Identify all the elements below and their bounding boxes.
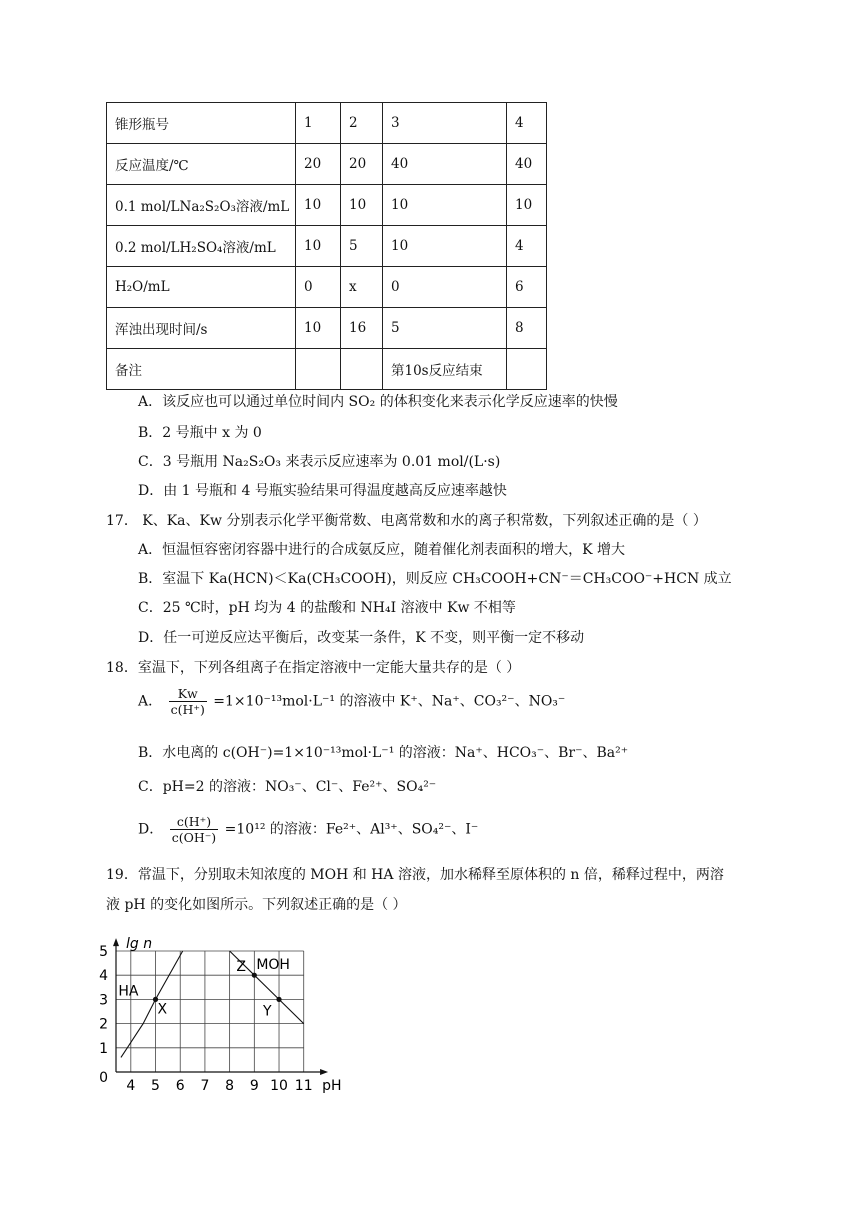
y-tick-label: 0 [99,1070,108,1086]
option-text: =10¹² 的溶液：Fe²⁺、Al³⁺、SO₄²⁻、I⁻ [224,821,479,838]
q18-option-c: C．pH=2 的溶液：NO₃⁻、Cl⁻、Fe²⁺、SO₄²⁻ [138,779,437,795]
table-cell: 20 [341,144,383,185]
table-cell: 4 [507,103,547,144]
table-row [107,185,547,226]
table-cell: 10 [341,185,383,226]
q17-option-c: C．25 ℃时，pH 均为 4 的盐酸和 NH₄I 溶液中 Kw 不相等 [138,600,516,616]
table-cell [341,349,383,390]
table-cell [296,349,341,390]
data-point [252,973,257,978]
table-row [107,103,547,144]
table-cell: 锥形瓶号 [107,103,296,144]
ph-dilution-chart [96,922,366,1098]
x-tick-label: 8 [225,1078,235,1094]
table-cell: 6 [507,267,547,308]
fraction-denominator: c(OH⁻) [171,830,217,845]
table-cell: 10 [507,185,547,226]
table-cell: 反应温度/℃ [107,144,296,185]
q19-stem-line1: 19．常温下，分别取未知浓度的 MOH 和 HA 溶液，加水稀释至原体积的 n 倍，稀释过程中，两溶 [106,867,724,883]
x-tick-label: 11 [294,1078,313,1094]
table-row [107,349,547,390]
table-cell: 0 [383,267,507,308]
q18-option-a [138,686,565,717]
table-cell: 0.1 mol/LNa₂S₂O₃溶液/mL [107,185,296,226]
q19-stem-line2: 液 pH 的变化如图所示。下列叙述正确的是（ ） [106,897,407,913]
x-axis-arrow [320,1069,328,1075]
q16-option-c: C．3 号瓶用 Na₂S₂O₃ 来表示反应速率为 0.01 mol/(L·s) [138,454,501,470]
table-cell: 40 [507,144,547,185]
x-tick-label: 4 [126,1078,136,1094]
table-cell: 16 [341,308,383,349]
option-label: D． [138,821,164,838]
x-tick-label: 5 [151,1078,160,1094]
q17-stem: 17． K、Ka、Kw 分别表示化学平衡常数、电离常数和水的离子积常数，下列叙述正确的是（ ） [106,513,707,529]
fraction-numerator: c(H⁺) [170,814,219,830]
table-cell: 5 [341,226,383,267]
x-tick-label: 6 [175,1078,185,1094]
table-cell: 10 [383,226,507,267]
q18-option-d [138,814,478,845]
table-cell: x [341,267,383,308]
fraction-numerator: Kw [169,686,207,702]
y-axis-label: lg n [126,936,153,953]
table-cell: 4 [507,226,547,267]
table-cell: 20 [296,144,341,185]
y-tick-label: 3 [99,992,108,1009]
table-row [107,308,547,349]
q16-option-a: A．该反应也可以通过单位时间内 SO₂ 的体积变化来表示化学反应速率的快慢 [138,394,618,410]
x-tick-label: 9 [249,1078,259,1094]
point-label: Z [236,959,246,976]
table-cell: 备注 [107,349,296,390]
q17-option-d: D．任一可逆反应达平衡后，改变某一条件，K 不变，则平衡一定不移动 [138,630,585,646]
option-text: =1×10⁻¹³mol·L⁻¹ 的溶液中 K⁺、Na⁺、CO₃²⁻、NO₃⁻ [213,693,566,710]
q17-option-b: B．室温下 Ka(HCN)＜Ka(CH₃COOH)，则反应 CH₃COOH+CN⁻＝CH₃COO⁻+HCN 成立 [138,571,732,587]
table-cell: 2 [341,103,383,144]
x-axis-label: pH [322,1078,342,1094]
table-row [107,144,547,185]
x-tick-label: 10 [270,1078,288,1094]
table-cell: 0.2 mol/LH₂SO₄溶液/mL [107,226,296,267]
fraction [169,686,207,717]
y-tick-label: 1 [99,1040,108,1057]
q16-option-b: B．2 号瓶中 x 为 0 [138,425,262,441]
data-point [276,997,281,1002]
y-axis-arrow [113,938,119,946]
q18-stem: 18．室温下，下列各组离子在指定溶液中一定能大量共存的是（ ） [106,660,521,676]
table-cell: 10 [296,226,341,267]
y-tick-label: 2 [99,1016,108,1033]
y-tick-label: 5 [99,944,108,960]
table-row [107,226,547,267]
table-cell: 3 [383,103,507,144]
table-cell: 5 [383,308,507,349]
point-label: Y [263,1003,272,1020]
point-label: X [157,1001,168,1018]
series-line-ha [121,951,183,1057]
fraction [170,814,219,845]
table-cell: 8 [507,308,547,349]
table-cell: 10 [296,185,341,226]
q16-option-d: D．由 1 号瓶和 4 号瓶实验结果可得温度越高反应速率越快 [138,483,507,499]
table-cell: 10 [383,185,507,226]
point-label: HA [118,983,139,1000]
table-cell: H₂O/mL [107,267,296,308]
fraction-denominator: c(H⁺) [170,702,205,717]
table-cell [507,349,547,390]
table-cell: 第10s反应结束 [383,349,507,390]
table-cell: 40 [383,144,507,185]
q18-option-b: B．水电离的 c(OH⁻)=1×10⁻¹³mol·L⁻¹ 的溶液：Na⁺、HCO₃⁻、Br⁻、Ba²⁺ [138,745,629,761]
table-cell: 10 [296,308,341,349]
x-tick-label: 7 [200,1078,210,1094]
table-cell: 1 [296,103,341,144]
y-tick-label: 4 [99,968,108,985]
experiment-table [106,102,547,390]
table-cell: 浑浊出现时间/s [107,308,296,349]
q17-option-a: A．恒温恒容密闭容器中进行的合成氨反应，随着催化剂表面积的增大，K 增大 [138,542,626,558]
table-cell: 0 [296,267,341,308]
point-label: MOH [256,957,290,974]
option-label: A． [138,693,163,710]
table-row [107,267,547,308]
